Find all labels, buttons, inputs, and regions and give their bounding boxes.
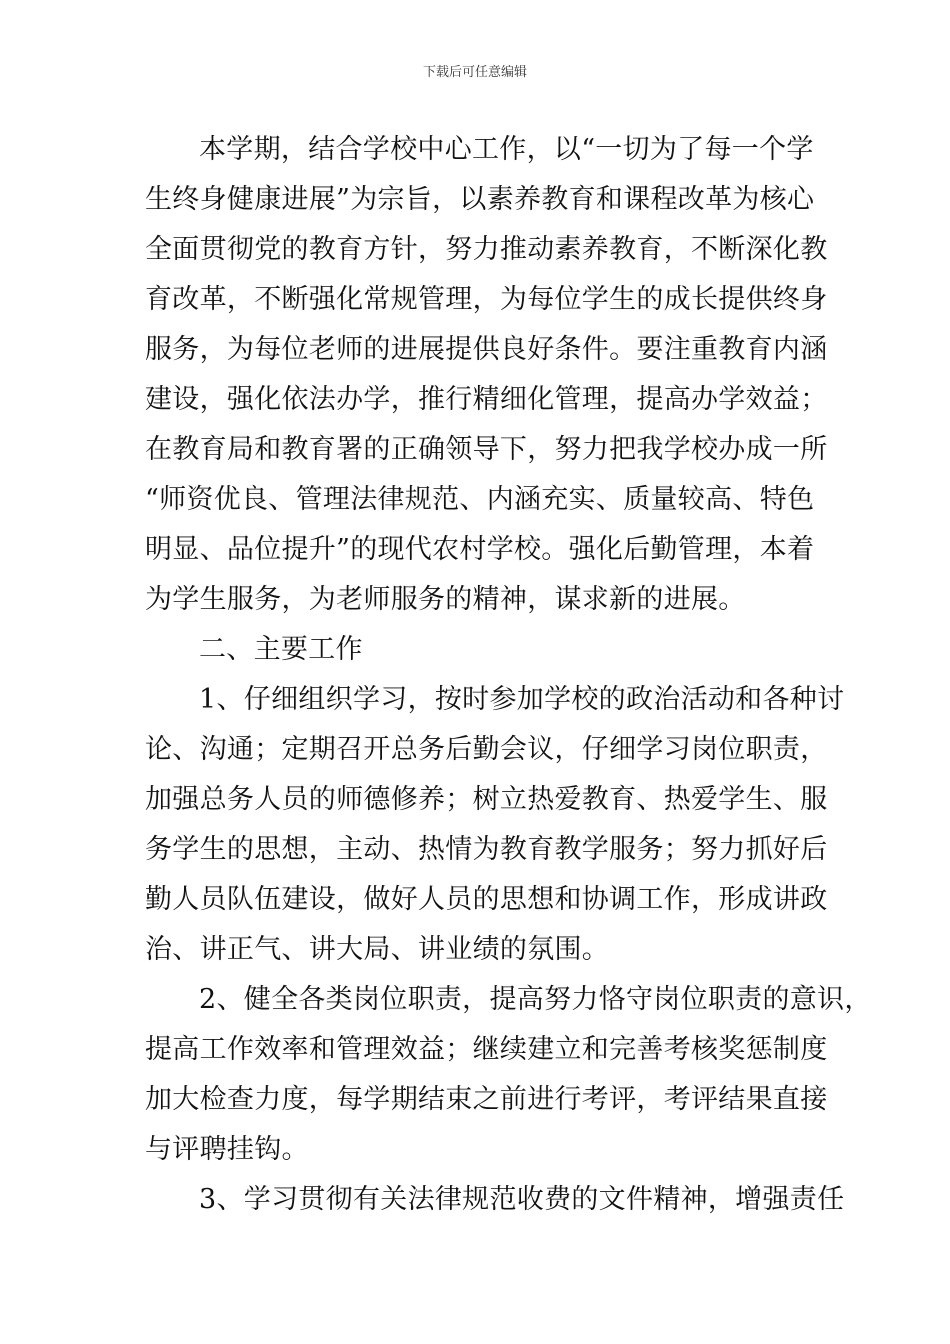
text-line: 加大检查力度，每学期结束之前进行考评，考评结果直接 xyxy=(145,1084,828,1115)
text-line: 论、沟通；定期召开总务后勤会议，仔细学习岗位职责， xyxy=(145,734,828,765)
text-line: 3、学习贯彻有关法律规范收费的文件精神，增强责任 xyxy=(199,1184,845,1215)
text-line: 育改革，不断强化常规管理，为每位学生的成长提供终身 xyxy=(145,284,828,315)
text-line: 服务，为每位老师的进展提供良好条件。要注重教育内涵 xyxy=(145,334,828,365)
text-line: 明显、品位提升”的现代农村学校。强化后勤管理，本着 xyxy=(145,534,815,565)
text-line: 在教育局和教育署的正确领导下，努力把我学校办成一所 xyxy=(145,434,828,465)
text-line: 治、讲正气、讲大局、讲业绩的氛围。 xyxy=(145,934,610,965)
text-line: 本学期，结合学校中心工作，以“一切为了每一个学 xyxy=(199,134,814,165)
text-line: “师资优良、管理法律规范、内涵充实、质量较高、特色 xyxy=(145,484,815,515)
text-line: 建设，强化依法办学，推行精细化管理，提高办学效益； xyxy=(145,384,828,415)
text-line: 提高工作效率和管理效益；继续建立和完善考核奖惩制度 xyxy=(145,1034,828,1065)
text-line: 务学生的思想，主动、热情为教育教学服务；努力抓好后 xyxy=(145,834,828,865)
text-line: 加强总务人员的师德修养；树立热爱教育、热爱学生、服 xyxy=(145,784,828,815)
text-line: 全面贯彻党的教育方针，努力推动素养教育，不断深化教 xyxy=(145,234,828,265)
text-line: 勤人员队伍建设，做好人员的思想和协调工作，形成讲政 xyxy=(145,884,828,915)
text-line: 与评聘挂钩。 xyxy=(145,1134,309,1165)
text-line: 1、仔细组织学习，按时参加学校的政治活动和各种讨 xyxy=(199,684,845,715)
text-line: 2、健全各类岗位职责，提高努力恪守岗位职责的意识， xyxy=(199,984,872,1015)
section-heading: 二、主要工作 xyxy=(199,634,363,665)
text-line: 生终身健康进展”为宗旨，以素养教育和课程改革为核心 xyxy=(145,184,815,215)
document-body xyxy=(145,125,872,1225)
text-line: 为学生服务，为老师服务的精神，谋求新的进展。 xyxy=(145,584,746,615)
page-header: 下载后可任意编辑 xyxy=(422,65,527,80)
